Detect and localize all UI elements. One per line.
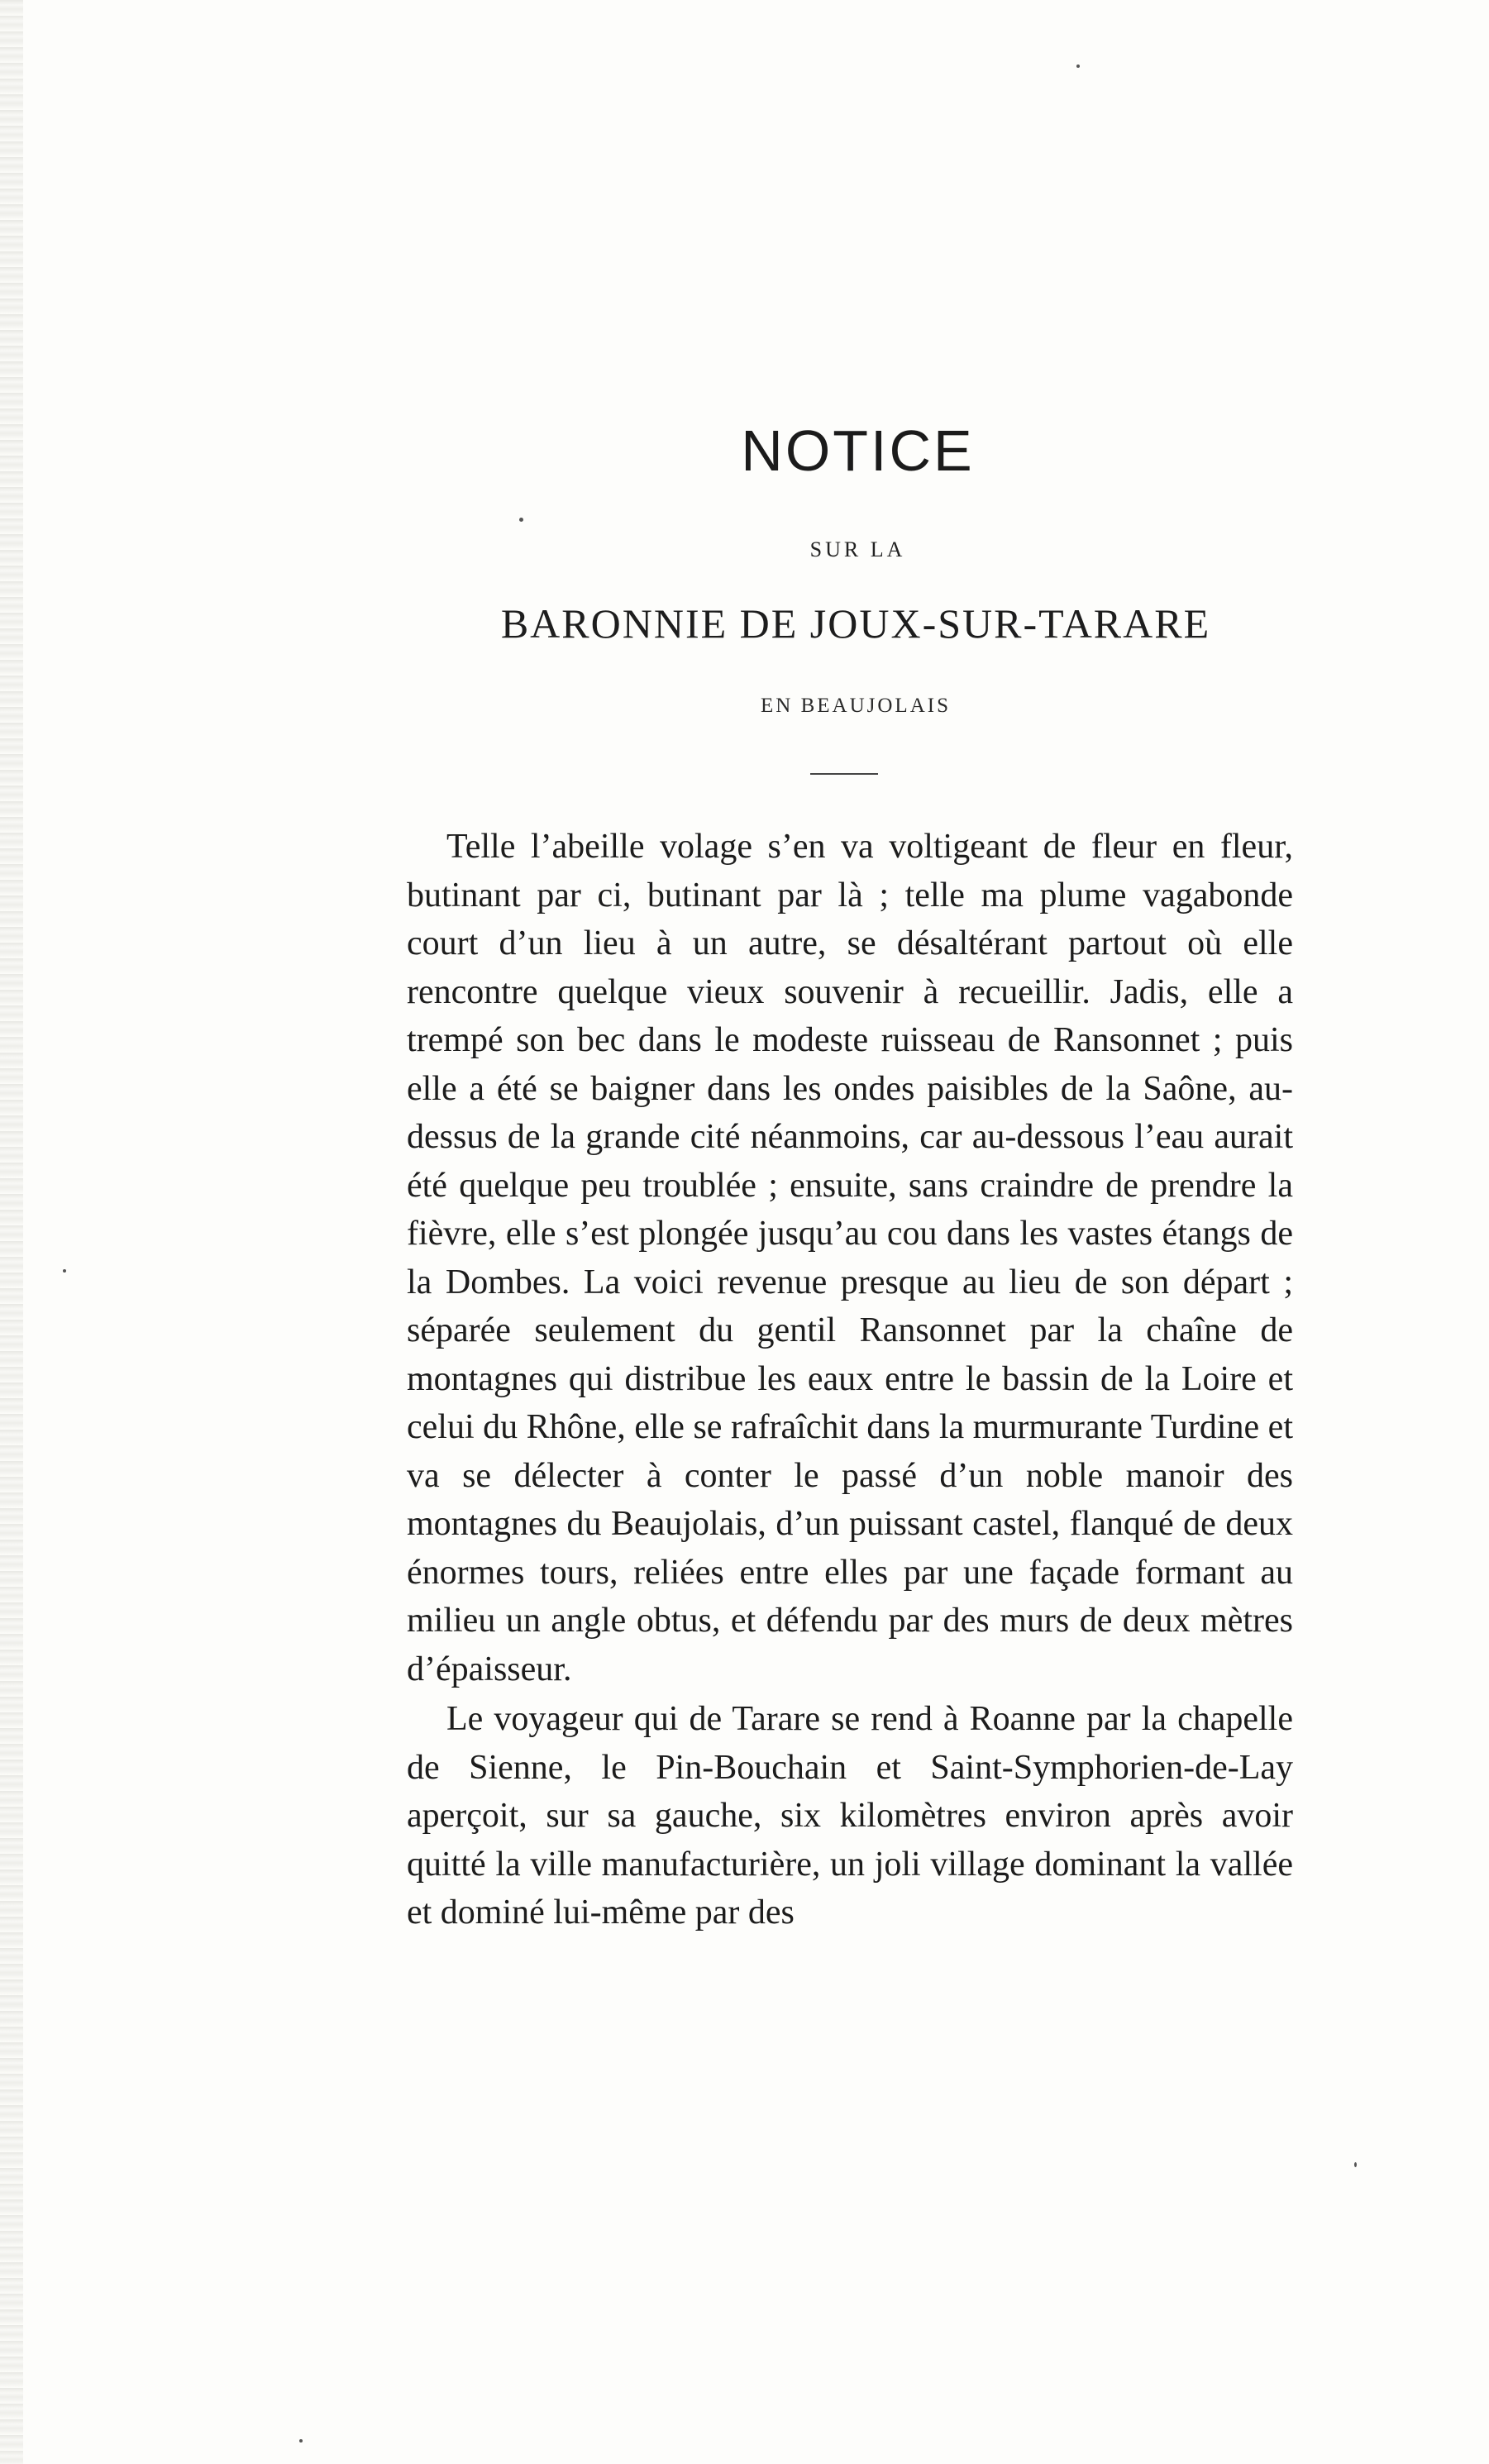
print-speck [299,2439,303,2443]
print-speck [1354,2162,1357,2167]
page-edge-shadow [0,0,23,2464]
print-speck [519,518,523,522]
page-title: NOTICE [741,418,975,483]
paragraph: Telle l’abeille volage s’en va voltigeant de fleur en fleur, butinant par ci, butinant par là ; telle ma plume vagabonde court d’un lieu à un autre, se désaltérant partout où elle rencontre quelque vieux souvenir à recueillir. Jadis, elle a trempé son bec dans le modeste ruisseau de Ransonnet ; puis elle a été se baigner dans les ondes paisibles de la Saône, au-dessus de la grande cité néanmoins, car au-dessous l’eau aurait été quelque peu troublée ; ensuite, sans craindre de prendre la fièvre, elle s’est plongée jusqu’au cou dans les vastes étangs de la Dombes. La voici revenue presque au lieu de son départ ; séparée seulement du gentil Ransonnet par la chaîne de montagnes qui distribue les eaux entre le bassin de la Loire et celui du Rhône, elle se rafraîchit dans la murmurante Turdine et va se délecter à conter le passé d’un noble manoir des montagnes du Beaujolais, d’un puissant castel, flanqué de deux énormes tours, reliées entre elles par une façade formant au milieu un angle obtus, et défendu par des murs de deux mètres d’épaisseur. [407,828,1293,1688]
section-divider [810,773,878,775]
title-connector: SUR LA [809,537,906,561]
page-subtitle: BARONNIE DE JOUX-SUR-TARARE [500,600,1211,647]
print-speck [63,1269,66,1273]
print-speck [1076,64,1080,68]
body-text [407,823,1293,1937]
paragraph: Le voyageur qui de Tarare se rend à Roanne par la chapelle de Sienne, le Pin-Bouchain et Saint-Symphorien-de-Lay aperçoit, sur sa gauche, six kilomètres environ après avoir quitté la ville manufacturière, un joli village dominant la vallée et dominé lui-même par des [407,1700,1293,1932]
region-label: EN BEAUJOLAIS [761,695,951,717]
